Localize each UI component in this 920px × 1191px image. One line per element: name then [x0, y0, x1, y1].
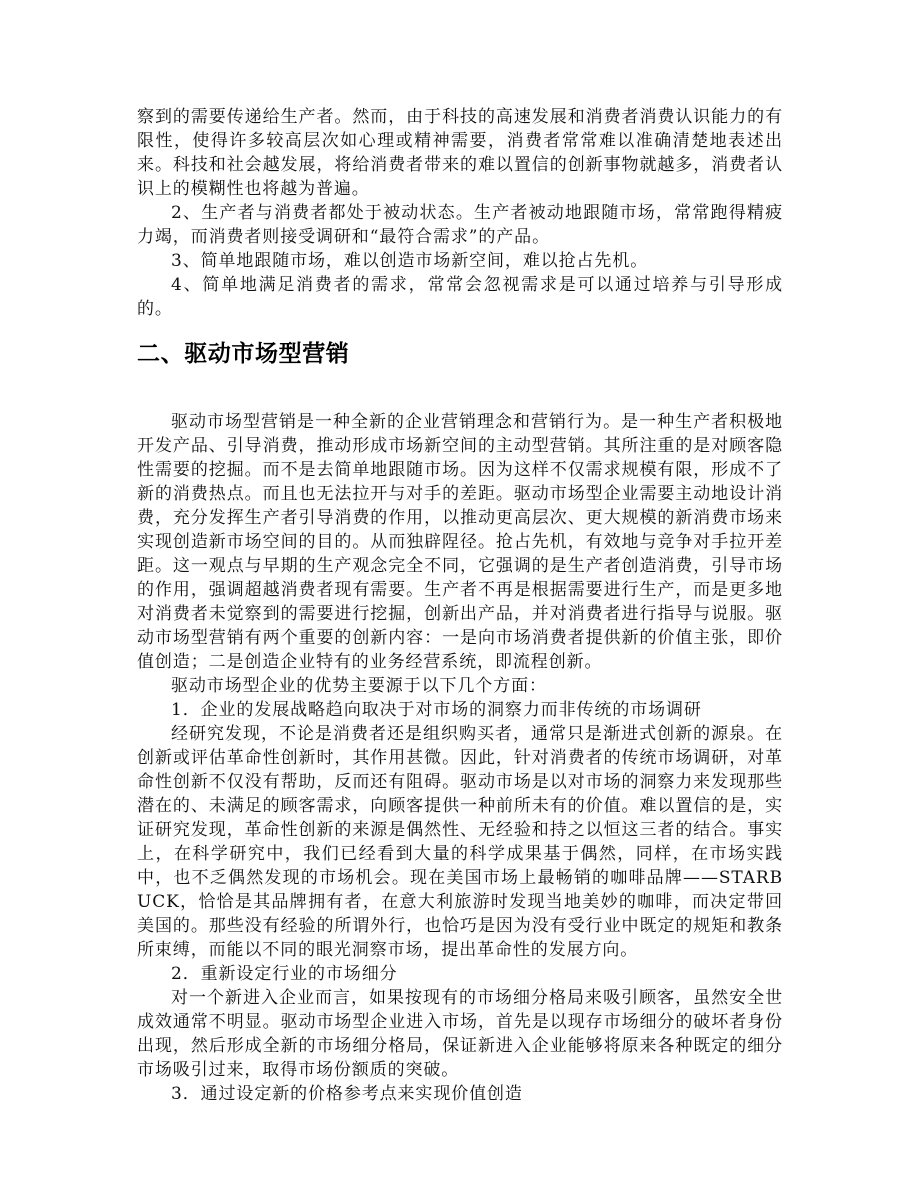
list-item-follow-market: 3、简单地跟随市场，难以创造市场新空间，难以抢占先机。 [171, 251, 649, 271]
subheading-point-2: 2．重新设定行业的市场细分 [171, 964, 398, 984]
paragraph-continuation: 察到的需要传递给生产者。然而，由于科技的高速发展和消费者消费认识能力的有限性，使得许多较高层次如心理或精神需要，消费者常常难以准确清楚地表述出来。科技和社会越发展，将给消费者带来的难以置信的创新事物就越多，消费者认识上的模糊性也将越为普遍。 [137, 107, 783, 199]
list-item-passive-state: 2、生产者与消费者都处于被动状态。生产者被动地跟随市场，常常跑得精疲力竭，而消费者则接受调研和“最符合需求”的产品。 [137, 203, 783, 247]
paragraph-definition: 驱动市场型营销是一种全新的企业营销理念和营销行为。是一种生产者积极地开发产品、引导消费，推动形成市场新空间的主动型营销。其所注重的是对顾客隐性需要的挖掘。而不是去简单地跟随市场。因为这样不仅需求规模有限，形成不了新的消费热点。而且也无法拉开与对手的差距。驱动市场型企业需要主动地设计消费，充分发挥生产者引导消费的作用，以推动更高层次、更大规模的新消费市场来实现创造新市场空间的目的。从而独辟陧径。抢占先机，有效地与竞争对手拉开差距。这一观点与早期的生产观念完全不同，它强调的是生产者创造消费，引导市场的作用，强调超越消费者现有需要。生产者不再是根据需要进行生产，而是更多地对消费者未觉察到的需要进行挖掘，创新出产品，并对消费者进行指导与说服。驱动市场型营销有两个重要的创新内容：一是向市场消费者提供新的价值主张，即价值创造；二是创造企业特有的业务经营系统，即流程创新。 [137, 412, 783, 672]
paragraph-point-1-body: 经研究发现，不论是消费者还是组织购买者，通常只是渐进式创新的源泉。在创新或评估革命性创新时，其作用甚微。因此，针对消费者的传统市场调研，对革命性创新不仅没有帮助，反而还有阻碍。驱动市场是以对市场的洞察力来发现那些潜在的、未满足的顾客需求，向顾客提供一种前所未有的价值。难以置信的是，实证研究发现，革命性创新的来源是偶然性、无经验和持之以恒这三者的结合。事实上，在科学研究中，我们已经看到大量的科学成果基于偶然，同样，在市场实践中，也不乏偶然发现的市场机会。现在美国市场上最畅销的咖啡品牌——STARBUCK，恰恰是其品牌拥有者，在意大利旅游时发现当地美妙的咖啡，而决定带回美国的。那些没有经验的所谓外行，也恰巧是因为没有受行业中既定的规矩和教条所束缚，而能以不同的眼光洞察市场，提出革命性的发展方向。 [137, 724, 783, 960]
list-item-satisfy-demand: 4、简单地满足消费者的需求，常常会忽视需求是可以通过培养与引导形成的。 [137, 275, 783, 319]
document-page [137, 105, 783, 1106]
paragraph-point-2-body: 对一个新进入企业而言，如果按现有的市场细分格局来吸引顾客，虽然安全世成效通常不明显。驱动市场型企业进入市场，首先是以现存市场细分的破坏者身份出现，然后形成全新的市场细分格局，保证新进入企业能够将原来各种既定的细分市场吸引过来，取得市场份额质的突破。 [137, 988, 783, 1080]
subheading-point-1: 1．企业的发展战略趋向取决于对市场的洞察力而非传统的市场调研 [171, 700, 702, 720]
subheading-point-3: 3．通过设定新的价格参考点来实现价值创造 [171, 1084, 523, 1104]
section-heading: 二、驱动市场型营销 [137, 341, 350, 367]
paragraph-advantages-intro: 驱动市场型企业的优势主要源于以下几个方面： [171, 676, 547, 696]
